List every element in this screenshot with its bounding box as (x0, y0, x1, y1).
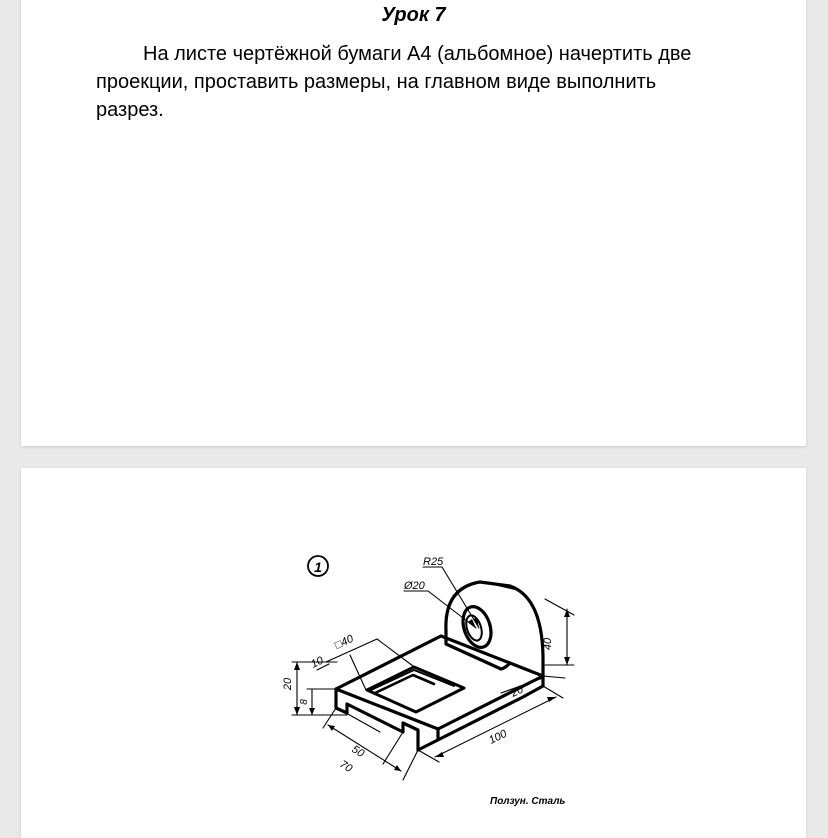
dim-boss-thickness: 20 (509, 683, 526, 700)
isometric-drawing (21, 468, 806, 838)
dim-offset: 10 (309, 654, 326, 671)
page-2 (21, 468, 806, 838)
text-line-1: На листе чертёжной бумаги А4 (альбомное) начертить две (143, 43, 692, 65)
lesson-title: Урок 7 (381, 4, 446, 26)
dim-r25: R25 (423, 556, 444, 568)
lesson-text (96, 40, 756, 124)
dim-square-hole: □40 (333, 632, 356, 652)
text-line-3: разрез. (96, 99, 164, 121)
dim-height-base: 8 (299, 699, 310, 705)
dim-height-total: 20 (282, 677, 294, 691)
dim-length: 100 (487, 727, 509, 747)
dim-boss-height: 40 (542, 637, 554, 651)
drawing-caption: Ползун. Сталь (490, 796, 566, 807)
boss (446, 582, 543, 676)
dim-hole-diameter: Ø20 (404, 580, 425, 592)
text-line-2: проекции, проставить размеры, на главном виде выполнить (96, 71, 657, 93)
dim-width-outer: 70 (337, 758, 355, 776)
page-1 (21, 0, 806, 446)
dim-width-inner: 50 (349, 743, 367, 761)
figure-number: 1 (314, 559, 322, 575)
